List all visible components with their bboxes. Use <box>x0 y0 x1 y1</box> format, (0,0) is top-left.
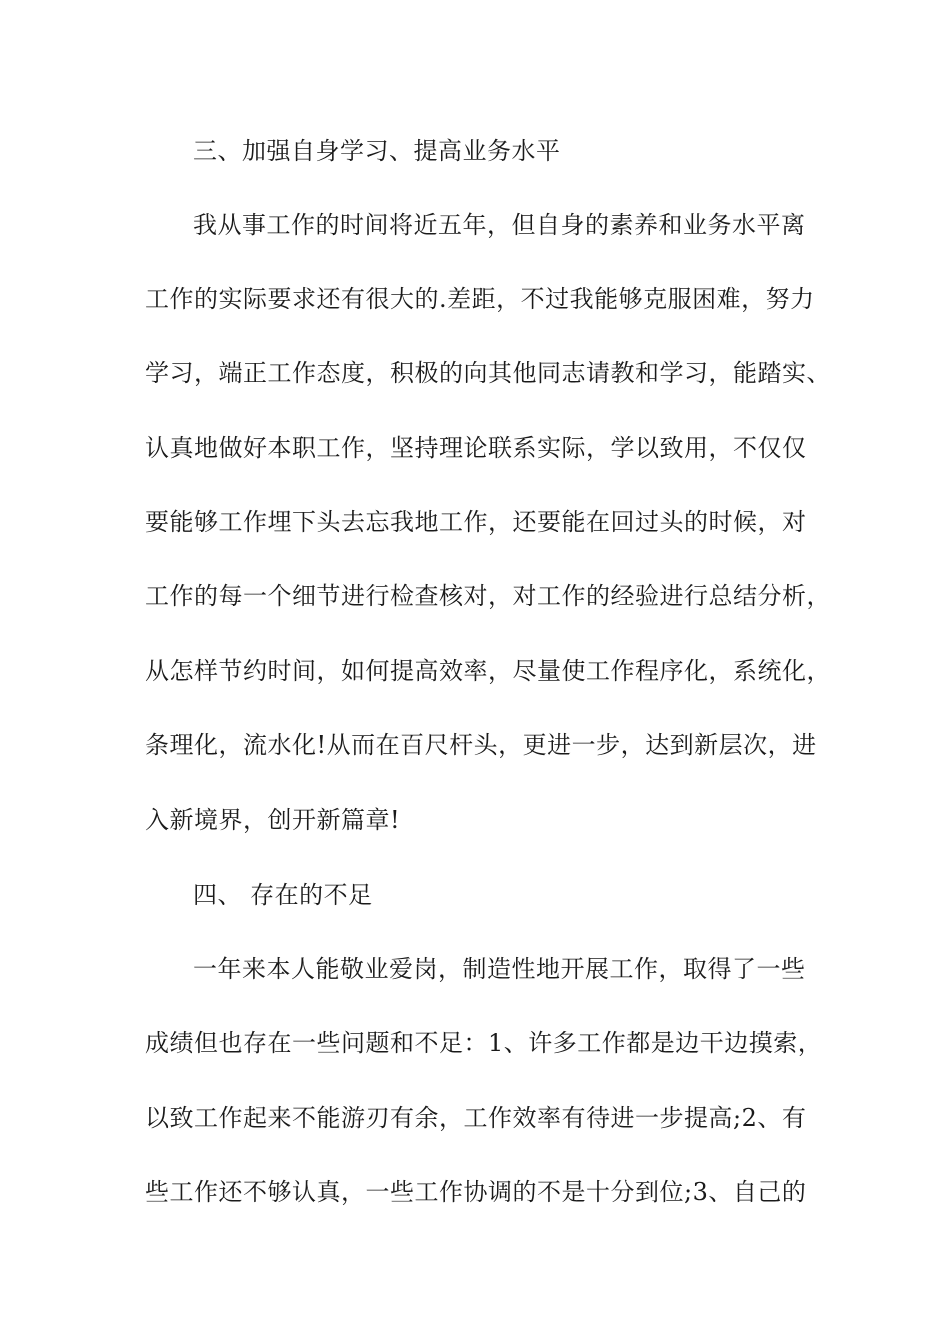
paragraph-line: 入新境界，创开新篇章! <box>145 806 401 834</box>
paragraph-line: 条理化，流水化!从而在百尺杆头，更进一步，达到新层次，进 <box>145 731 817 759</box>
paragraph-line: 认真地做好本职工作，坚持理论联系实际，学以致用，不仅仅 <box>145 434 807 462</box>
paragraph-line: 成绩但也存在一些问题和不足：1、许多工作都是边干边摸索， <box>145 1029 823 1057</box>
paragraph-line: 学习，端正工作态度，积极的向其他同志请教和学习，能踏实、 <box>145 359 831 387</box>
section-heading-4: 四、 存在的不足 <box>193 881 373 909</box>
paragraph-line: 从怎样节约时间，如何提高效率，尽量使工作程序化，系统化， <box>145 657 831 685</box>
paragraph-line: 我从事工作的时间将近五年，但自身的素养和业务水平离 <box>193 211 806 239</box>
section-heading-3: 三、加强自身学习、提高业务水平 <box>193 137 561 165</box>
paragraph-line: 些工作还不够认真，一些工作协调的不是十分到位;3、自己的 <box>145 1178 807 1206</box>
paragraph-line: 一年来本人能敬业爱岗，制造性地开展工作，取得了一些 <box>193 955 806 983</box>
paragraph-line: 工作的每一个细节进行检查核对，对工作的经验进行总结分析， <box>145 582 831 610</box>
paragraph-line: 以致工作起来不能游刃有余，工作效率有待进一步提高;2、有 <box>145 1104 807 1132</box>
paragraph-line: 工作的实际要求还有很大的.差距，不过我能够克服困难，努力 <box>145 285 815 313</box>
paragraph-line: 要能够工作埋下头去忘我地工作，还要能在回过头的时候，对 <box>145 508 807 536</box>
